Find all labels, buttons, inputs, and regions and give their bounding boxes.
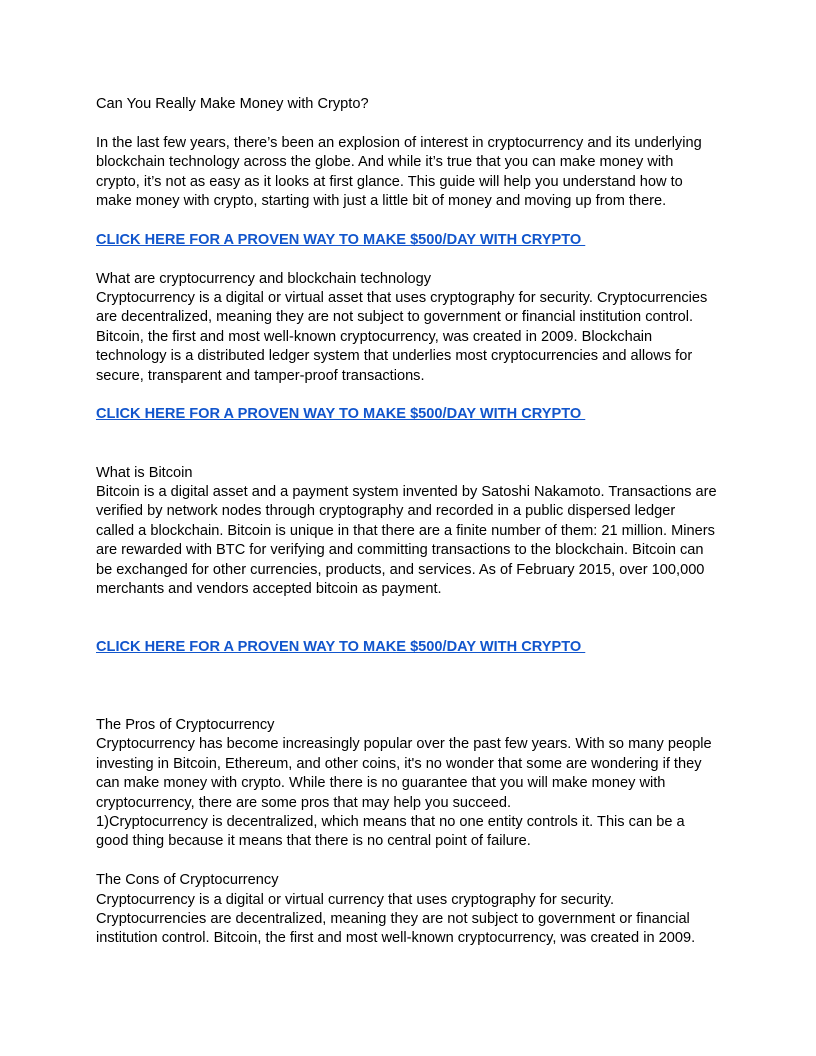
paragraph-line: Bitcoin, the first and most well-known cryptocurrency, was created in 2009. Blockchain (96, 328, 653, 345)
paragraph-line: blockchain technology across the globe. And while it’s true that you can make money with (96, 154, 674, 171)
paragraph-line: technology is a distributed ledger system that underlies most cryptocurrencies and allows for (96, 348, 693, 365)
cta-link-3[interactable]: CLICK HERE FOR A PROVEN WAY TO MAKE $500/DAY WITH CRYPTO (96, 639, 586, 656)
section-heading: The Pros of Cryptocurrency (96, 716, 275, 733)
paragraph-line: are rewarded with BTC for verifying and committing transactions to the blockchain. Bitcoin can (96, 542, 704, 559)
intro-paragraph (96, 134, 722, 212)
cta-link-2[interactable]: CLICK HERE FOR A PROVEN WAY TO MAKE $500/DAY WITH CRYPTO (96, 406, 586, 423)
paragraph-line: secure, transparent and tamper-proof transactions. (96, 367, 425, 384)
paragraph-line: crypto, it’s not as easy as it looks at first glance. This guide will help you understand how to (96, 173, 683, 190)
paragraph-line: merchants and vendors accepted bitcoin as payment. (96, 581, 442, 598)
spacer (96, 250, 722, 269)
paragraph-line: can make money with crypto. While there is no guarantee that you will make money with (96, 775, 666, 792)
spacer (96, 658, 722, 716)
paragraph-line: are decentralized, meaning they are not subject to government or financial institution control. (96, 309, 694, 326)
cta-line (96, 231, 722, 250)
document-page (96, 95, 722, 949)
spacer (96, 425, 722, 464)
cta-line (96, 638, 722, 657)
paragraph-line: good thing because it means that there is no central point of failure. (96, 833, 531, 850)
paragraph-line: Cryptocurrency is a digital or virtual currency that uses cryptography for security. (96, 891, 615, 908)
spacer (96, 211, 722, 230)
pros-section (96, 716, 722, 852)
paragraph-line: In the last few years, there’s been an explosion of interest in cryptocurrency and its underlying (96, 134, 702, 151)
paragraph-line: Cryptocurrencies are decentralized, meaning they are not subject to government or financial (96, 910, 690, 927)
section-heading: What are cryptocurrency and blockchain technology (96, 270, 432, 287)
paragraph-line: 1)Cryptocurrency is decentralized, which means that no one entity controls it. This can be a (96, 813, 685, 830)
document-title: Can You Really Make Money with Crypto? (96, 96, 369, 112)
paragraph-line: called a blockchain. Bitcoin is unique in that there are a finite number of them: 21 million. Miners (96, 522, 715, 539)
spacer (96, 386, 722, 405)
paragraph-line: investing in Bitcoin, Ethereum, and other coins, it's no wonder that some are wondering if they (96, 755, 702, 772)
blockchain-section (96, 270, 722, 386)
paragraph-line: verified by network nodes through cryptography and recorded in a public dispersed ledger (96, 503, 676, 520)
paragraph-line: cryptocurrency, there are some pros that may help you succeed. (96, 794, 512, 811)
spacer (96, 852, 722, 871)
section-heading: The Cons of Cryptocurrency (96, 872, 279, 889)
paragraph-line: be exchanged for other currencies, products, and services. As of February 2015, over 100,000 (96, 561, 705, 578)
paragraph-line: Cryptocurrency has become increasingly popular over the past few years. With so many people (96, 736, 712, 753)
paragraph-line: Bitcoin is a digital asset and a payment system invented by Satoshi Nakamoto. Transactions are (96, 484, 717, 501)
paragraph-line: Cryptocurrency is a digital or virtual asset that uses cryptography for security. Cryptocurrencies (96, 290, 708, 307)
paragraph-line: institution control. Bitcoin, the first and most well-known cryptocurrency, was created in 2009. (96, 930, 696, 947)
bitcoin-section (96, 464, 722, 600)
cta-line (96, 405, 722, 424)
spacer (96, 114, 722, 133)
spacer (96, 599, 722, 638)
paragraph-line: make money with crypto, starting with just a little bit of money and moving up from there. (96, 193, 667, 210)
cta-link-1[interactable]: CLICK HERE FOR A PROVEN WAY TO MAKE $500/DAY WITH CRYPTO (96, 231, 586, 248)
cons-section (96, 871, 722, 949)
section-heading: What is Bitcoin (96, 464, 193, 481)
